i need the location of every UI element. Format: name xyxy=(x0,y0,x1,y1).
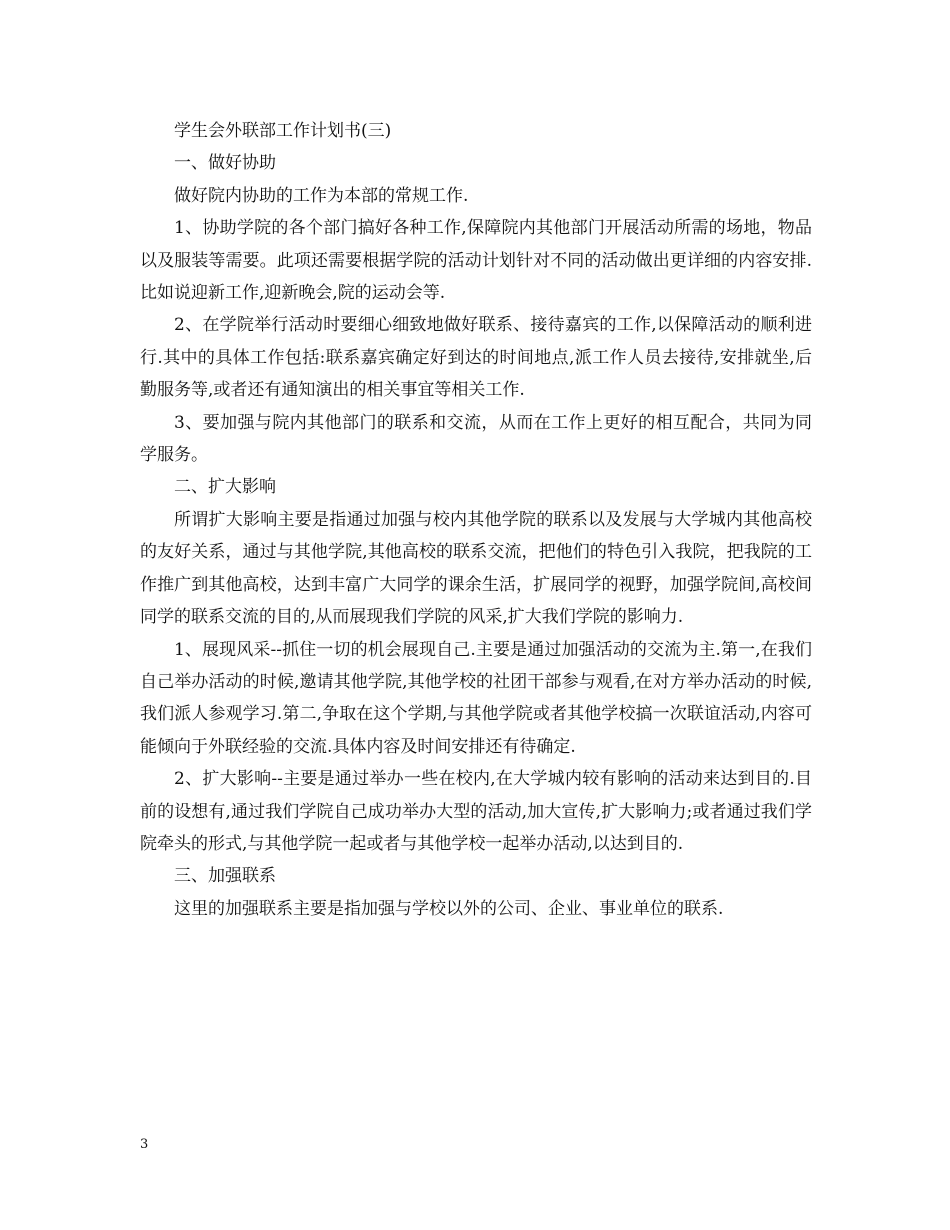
section-heading: 二、扩大影响 xyxy=(174,477,276,498)
paragraph: 这里的加强联系主要是指加强与学校以外的公司、企业、事业单位的联系. xyxy=(174,898,724,919)
paragraph: 2、在学院举行活动时要细心细致地做好联系、接待嘉宾的工作,以保障活动的顺利进行.其中的具体工作包括:联系嘉宾确定好到达的时间地点,派工作人员去接待,安排就坐,后勤服务等,或者还有通知演出的相关事宜等相关工作. xyxy=(140,315,812,401)
section-heading: 三、加强联系 xyxy=(174,866,276,887)
paragraph: 所谓扩大影响主要是指通过加强与校内其他学院的联系以及发展与大学城内其他高校的友好关系，通过与其他学院,其他高校的联系交流，把他们的特色引入我院，把我院的工作推广到其他高校，达到丰富广大同学的课余生活，扩展同学的视野，加强学院间,高校间同学的联系交流的目的,从而展现我们学院的风采,扩大我们学院的影响力. xyxy=(140,509,812,628)
paragraph: 做好院内协助的工作为本部的常规工作. xyxy=(174,185,469,206)
paragraph: 1、展现风采--抓住一切的机会展现自己.主要是通过加强活动的交流为主.第一,在我们自己举办活动的时候,邀请其他学院,其他学校的社团干部参与观看,在对方举办活动的时候,我们派人参观学习.第二,争取在这个学期,与其他学院或者其他学校搞一次联谊活动,内容可能倾向于外联经验的交流.具体内容及时间安排还有待确定. xyxy=(140,639,812,757)
paragraph: 3、要加强与院内其他部门的联系和交流，从而在工作上更好的相互配合，共同为同学服务。 xyxy=(140,412,812,466)
paragraph: 2、扩大影响--主要是通过举办一些在校内,在大学城内较有影响的活动来达到目的.目前的设想有,通过我们学院自己成功举办大型的活动,加大宣传,扩大影响力;或者通过我们学院牵头的形式,与其他学院一起或者与其他学校一起举办活动,以达到目的. xyxy=(140,769,812,854)
section-heading: 一、做好协助 xyxy=(174,153,276,174)
document-title: 学生会外联部工作计划书(三) xyxy=(174,121,392,141)
page-number: 3 xyxy=(140,1137,149,1152)
document-body xyxy=(140,115,812,925)
paragraph: 1、协助学院的各个部门搞好各种工作,保障院内其他部门开展活动所需的场地，物品以及服装等需要。此项还需要根据学院的活动计划针对不同的活动做出更详细的内容安排.比如说迎新工作,迎新晚会,院的运动会等. xyxy=(140,218,812,304)
